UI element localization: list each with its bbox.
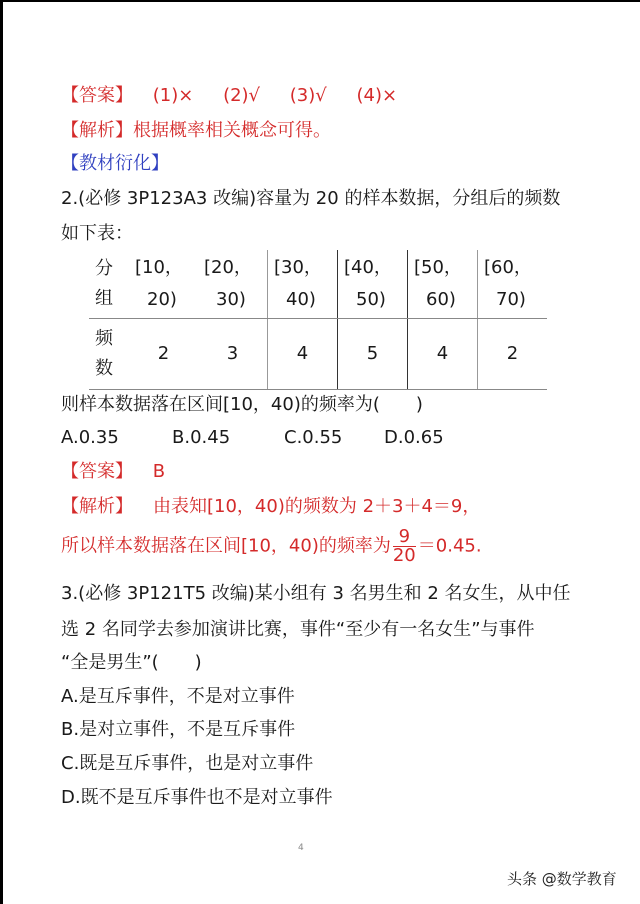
- q2-analysis-line1: [61, 495, 480, 519]
- group-cell: [198, 250, 268, 319]
- option-a: A.0.35: [61, 427, 119, 448]
- answer-item: (1)×: [152, 85, 194, 106]
- group-lo: [10，: [135, 257, 183, 278]
- group-hi: 60): [426, 289, 456, 310]
- frequency-cell: 4: [408, 319, 478, 390]
- q1-answer-line: [61, 84, 421, 108]
- group-lo: [20，: [204, 257, 252, 278]
- frequency-cell: 4: [268, 319, 338, 390]
- analysis-tag: 【解析】: [61, 496, 133, 517]
- group-cell: [478, 250, 548, 319]
- group-hi: 70): [496, 289, 526, 310]
- q2-analysis-line2: [61, 528, 482, 565]
- row-header-char: 频: [95, 328, 113, 349]
- analysis-text: ＝0.45.: [417, 535, 482, 557]
- q3-stem-line2: 选 2 名同学去参加演讲比赛，事件“至少有一名女生”与事件: [61, 619, 535, 640]
- group-lo: [50，: [414, 257, 462, 278]
- q2-options: [61, 426, 479, 450]
- answer-value: B: [152, 461, 166, 482]
- group-lo: [60，: [484, 257, 532, 278]
- group-cell: [338, 250, 408, 319]
- frequency-cell: 2: [478, 319, 548, 390]
- group-hi: 30): [216, 289, 246, 310]
- q3-option-b: B.是对立事件，不是互斥事件: [61, 719, 296, 740]
- page-number: 4: [298, 843, 304, 853]
- answer-item: (2)√: [223, 85, 261, 106]
- group-hi: 20): [147, 289, 177, 310]
- analysis-tag: 【解析】: [61, 120, 133, 141]
- q1-analysis-line: [61, 119, 331, 143]
- q3-stem-line3: “全是男生”( ): [61, 652, 202, 673]
- answer-tag: 【答案】: [61, 461, 133, 482]
- group-cell: [408, 250, 478, 319]
- q3-stem-line1: 3.(必修 3P121T5 改编)某小组有 3 名男生和 2 名女生，从中任: [61, 583, 571, 604]
- group-hi: 50): [356, 289, 386, 310]
- fraction-denominator: 20: [392, 545, 416, 566]
- answer-item: (4)×: [356, 85, 398, 106]
- group-lo: [40，: [344, 257, 392, 278]
- q2-question: 则样本数据落在区间[10，40)的频率为( ): [61, 394, 423, 415]
- frequency-cell: 3: [198, 319, 268, 390]
- q2-answer-line: [61, 460, 165, 484]
- row-header-frequencies: [89, 319, 129, 390]
- q2-stem-line1: 2.(必修 3P123A3 改编)容量为 20 的样本数据，分组后的频数: [61, 188, 561, 209]
- option-d: D.0.65: [384, 427, 444, 448]
- fraction: [393, 528, 416, 565]
- analysis-text: 所以样本数据落在区间[10，40)的频率为: [61, 535, 391, 557]
- frequency-cell: 2: [129, 319, 198, 390]
- row-header-char: 分: [95, 258, 113, 279]
- fraction-numerator: 9: [393, 528, 416, 547]
- watermark: 头条 @数学教育: [507, 870, 617, 888]
- group-lo: [30，: [274, 257, 322, 278]
- row-header-char: 组: [95, 288, 113, 309]
- option-c: C.0.55: [284, 427, 343, 448]
- q2-stem-line2: 如下表：: [61, 223, 133, 244]
- row-header-groups: [89, 250, 129, 319]
- group-cell: [268, 250, 338, 319]
- answer-tag: 【答案】: [61, 85, 133, 106]
- answer-item: (3)√: [289, 85, 327, 106]
- section-tag: 【教材衍化】: [61, 153, 169, 174]
- page-frame-left: [0, 0, 3, 904]
- option-b: B.0.45: [172, 427, 231, 448]
- group-cell: [129, 250, 198, 319]
- analysis-text: 由表知[10，40)的频数为 2＋3＋4＝9，: [153, 496, 481, 517]
- q3-option-d: D.既不是互斥事件也不是对立事件: [61, 787, 333, 808]
- frequency-table: [89, 250, 547, 390]
- row-header-char: 数: [95, 358, 113, 379]
- page-frame-top: [0, 0, 640, 2]
- table-row-groups: [89, 250, 547, 319]
- q3-option-a: A.是互斥事件，不是对立事件: [61, 686, 295, 707]
- q3-option-c: C.既是互斥事件，也是对立事件: [61, 753, 314, 774]
- group-hi: 40): [286, 289, 316, 310]
- analysis-text: 根据概率相关概念可得。: [133, 120, 331, 141]
- frequency-cell: 5: [338, 319, 408, 390]
- table-row-frequencies: [89, 319, 547, 390]
